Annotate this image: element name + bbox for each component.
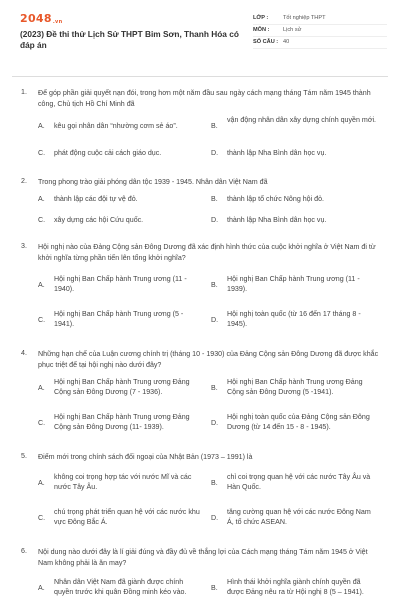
option-text: Hình thái khởi nghĩa giành chính quyền đã được Đảng nêu ra từ Hội nghị 8 (5 – 1941).: [227, 578, 364, 596]
exam-title: (2023) Đề thi thử Lịch Sử THPT Bỉm Sơn, Thanh Hóa có đáp án: [20, 29, 239, 50]
option-letter: C.: [38, 514, 46, 522]
meta-row-mon: [253, 25, 387, 37]
option-text: Hội nghị Ban Chấp hành Trung ương Đảng Cộng sản Đông Dương (7 - 1936).: [54, 378, 190, 396]
meta-row-socau: [253, 37, 387, 49]
question-text: Điểm mới trong chính sách đối ngoại của Nhật Bản (1973 – 1991) là: [38, 453, 253, 461]
question-number: 6.: [21, 547, 27, 555]
question-text: Những hạn chế của Luận cương chính trị (tháng 10 - 1930) của Đảng Cộng sản Đông Dương đã được khắc phục triệt để tại hội nghị nào dưới đây?: [38, 350, 379, 369]
question-number: 5.: [21, 452, 27, 460]
question-text: Hội nghị nào của Đảng Cộng sản Đông Dương đã xác định hình thức của cuộc khởi nghĩa ở Việt Nam đi từ khởi nghĩa từng phần tiến lên tổng khởi nghĩa?: [38, 243, 376, 262]
option-text: không coi trọng hợp tác với nước Mĩ và các nước Tây Âu.: [54, 473, 192, 491]
meta-label: LỚP :: [253, 15, 269, 21]
question-text: Trong phong trào giải phóng dân tộc 1939 - 1945. Nhân dân Việt Nam đã: [38, 178, 268, 186]
option-letter: A.: [38, 281, 45, 289]
option-letter: B.: [211, 384, 218, 392]
option-text: thành lập các đội tự vệ đỏ.: [54, 195, 138, 203]
option-letter: B.: [211, 195, 218, 203]
option-text: Hội nghị Ban Chấp hành Trung ương Đảng Cộng sản Đông Dương (5 -1941).: [227, 378, 363, 396]
page-header: [0, 0, 400, 64]
site-logo[interactable]: [20, 12, 62, 25]
option-letter: D.: [211, 149, 219, 157]
option-text: Hội nghị toàn quốc (từ 16 đến 17 tháng 8 - 1945).: [227, 310, 361, 328]
meta-row-lop: [253, 13, 387, 25]
meta-label: SỐ CÂU :: [253, 39, 279, 45]
option-text: Hội nghị toàn quốc của Đảng Cộng sản Đông Dương (từ 14 đến 15 - 8 - 1945).: [227, 413, 370, 431]
option-letter: C.: [38, 419, 46, 427]
option-text: thành lập Nha Bình dân học vụ.: [227, 216, 327, 224]
question-number: 4.: [21, 349, 27, 357]
question-text: Nội dung nào dưới đây là lí giải đúng và đầy đủ về thắng lợi của Cách mạng tháng Tám năm 1945 ở Việt Nam không phải là ăn may?: [38, 548, 368, 567]
logo-sub: .vn: [52, 19, 63, 25]
option-letter: D.: [211, 514, 219, 522]
option-letter: A.: [38, 384, 45, 392]
option-text: chú trọng phát triển quan hệ với các nước khu vực Đông Bắc Á.: [54, 508, 200, 526]
option-letter: A.: [38, 122, 45, 130]
question-text: Để góp phần giải quyết nạn đói, trong hơn một năm đầu sau ngày cách mạng tháng Tám năm 1945 thành công, Chủ tịch Hồ Chí Minh đã: [38, 89, 371, 108]
meta-label: MÔN :: [253, 27, 270, 33]
option-text: Hội nghị Ban Chấp hành Trung ương Đảng Cộng sản Đông Dương (11- 1939).: [54, 413, 190, 431]
question-number: 1.: [21, 88, 27, 96]
option-letter: B.: [211, 479, 218, 487]
option-letter: B.: [211, 584, 218, 592]
meta-value: Tốt nghiệp THPT: [283, 15, 326, 21]
option-text: phát động cuộc cải cách giáo dục.: [54, 149, 162, 157]
option-letter: C.: [38, 216, 46, 224]
meta-value: 40: [283, 39, 290, 45]
header-divider: [12, 76, 388, 77]
exam-meta: [253, 13, 387, 49]
option-text: Hội nghị Ban Chấp hành Trung ương (11 - 1939).: [227, 275, 360, 293]
option-text: tăng cường quan hệ với các nước Đông Nam Á, tổ chức ASEAN.: [227, 508, 371, 526]
option-text: Hội nghị Ban Chấp hành Trung ương (11 - 1940).: [54, 275, 187, 293]
option-letter: C.: [38, 149, 46, 157]
option-text: vận động nhân dân xây dựng chính quyền mới.: [227, 116, 377, 124]
option-letter: D.: [211, 216, 219, 224]
option-letter: A.: [38, 584, 45, 592]
option-text: xây dựng các hội Cứu quốc.: [54, 216, 144, 224]
option-letter: B.: [211, 122, 218, 130]
logo-main: 2048: [20, 12, 52, 25]
option-letter: A.: [38, 479, 45, 487]
option-letter: A.: [38, 195, 45, 203]
option-letter: C.: [38, 316, 46, 324]
option-letter: D.: [211, 419, 219, 427]
option-letter: D.: [211, 316, 219, 324]
option-text: chỉ coi trọng quan hệ với các nước Tây Âu và Hàn Quốc.: [227, 473, 371, 491]
option-text: Hội nghị Ban Chấp hành Trung ương (5 - 1941).: [54, 310, 184, 328]
option-text: kêu gọi nhân dân “nhường cơm sẻ áo”.: [54, 122, 178, 130]
option-text: thành lập tổ chức Nông hội đỏ.: [227, 195, 325, 203]
option-letter: B.: [211, 281, 218, 289]
option-text: Nhân dân Việt Nam đã giành được chính quyền trước khi quân Đồng minh kéo vào.: [54, 578, 187, 596]
option-text: thành lập Nha Bình dân học vụ.: [227, 149, 327, 157]
meta-value: Lịch sử: [283, 27, 302, 33]
question-number: 3.: [21, 242, 27, 250]
question-number: 2.: [21, 177, 27, 185]
